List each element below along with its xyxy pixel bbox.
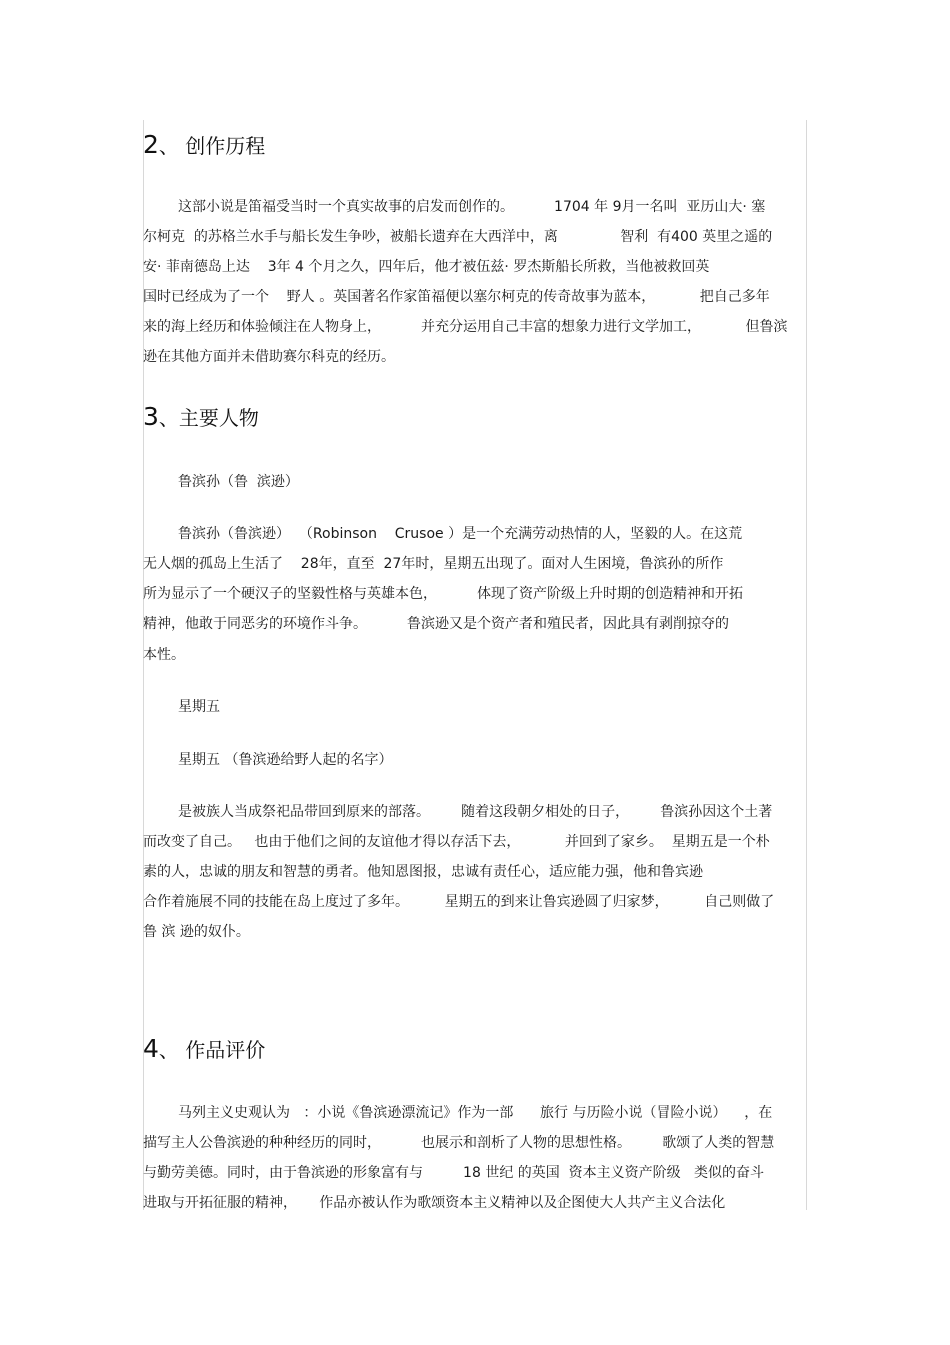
paragraph-line: 素的人，忠诚的朋友和智慧的勇者。他知恩图报，忠诚有责任心，适应能力强，他和鲁宾逊 xyxy=(143,864,703,880)
paragraph-line: 精神，他敢于同恶劣的环境作斗争。 鲁滨逊又是个资产者和殖民者，因此具有剥削掠夺的 xyxy=(143,616,730,632)
paragraph-line: 与勤劳美德。同时，由于鲁滨逊的形象富有与 18 世纪 的英国 资本主义资产阶级 类似的奋斗 xyxy=(143,1165,765,1181)
paragraph-line: 进取与开拓征服的精神， 作品亦被认作为歌颂资本主义精神以及企图使大人共产主义合法化 xyxy=(143,1195,726,1211)
page-right-border xyxy=(806,120,807,1210)
paragraph-line: 而改变了自己。 也由于他们之间的友谊他才得以存活下去， 并回到了家乡。 星期五是一个朴 xyxy=(143,834,770,850)
paragraph-line: 逊在其他方面并未借助赛尔科克的经历。 xyxy=(143,349,395,365)
paragraph-line: 这部小说是笛福受当时一个真实故事的启发而创作的。 1704 年 9月一名叫 亚历山大· 塞 xyxy=(178,199,766,215)
section-title: 作品评价 xyxy=(185,1038,266,1062)
subheading-friday-desc: 星期五 （鲁滨逊给野人起的名字） xyxy=(178,752,393,768)
subheading-friday: 星期五 xyxy=(178,699,220,715)
section-heading-creation: 2、 创作历程 xyxy=(143,130,266,159)
section-title: 主要人物 xyxy=(178,406,259,430)
paragraph-line: 尔柯克 的苏格兰水手与船长发生争吵，被船长遗弃在大西洋中，离 智利 有400 英里之遥的 xyxy=(143,229,773,245)
paragraph-line: 马列主义史观认为 ：小说《鲁滨逊漂流记》作为一部 旅行 与历险小说（冒险小说） ，在 xyxy=(178,1105,773,1121)
section-number: 3 xyxy=(143,402,159,431)
paragraph-line: 来的海上经历和体验倾注在人物身上， 并充分运用自己丰富的想象力进行文学加工， 但鲁滨 xyxy=(143,319,788,335)
paragraph-line: 鲁滨孙（鲁滨逊） （Robinson Crusoe ）是一个充满劳动热情的人，坚毅的人。在这荒 xyxy=(178,526,743,542)
paragraph-line: 描写主人公鲁滨逊的种种经历的同时， 也展示和剖析了人物的思想性格。 歌颂了人类的智慧 xyxy=(143,1135,775,1151)
paragraph-line: 是被族人当成祭祀品带回到原来的部落。 随着这段朝夕相处的日子， 鲁滨孙因这个土著 xyxy=(178,804,773,820)
section-number: 2 xyxy=(143,130,159,159)
paragraph-line: 鲁 滨 逊的奴仆。 xyxy=(143,924,250,940)
section-number: 4 xyxy=(143,1034,159,1063)
paragraph-line: 无人烟的孤岛上生活了 28年，直至 27年时，星期五出现了。面对人生困境，鲁滨孙的所作 xyxy=(143,556,724,572)
subheading-robinson: 鲁滨孙（鲁 滨逊） xyxy=(178,474,299,490)
paragraph-line: 本性。 xyxy=(143,647,185,663)
section-heading-characters: 3、主要人物 xyxy=(143,402,259,431)
paragraph-line: 安· 菲南德岛上达 3年 4 个月之久，四年后，他才被伍兹· 罗杰斯船长所救，当他被救回英 xyxy=(143,259,710,275)
paragraph-line: 国时已经成为了一个 野人 。英国著名作家笛福便以塞尔柯克的传奇故事为蓝本， 把自己多年 xyxy=(143,289,770,305)
paragraph-line: 所为显示了一个硬汉子的坚毅性格与英雄本色， 体现了资产阶级上升时期的创造精神和开拓 xyxy=(143,586,744,602)
section-heading-evaluation: 4、 作品评价 xyxy=(143,1034,266,1063)
section-title: 创作历程 xyxy=(185,134,266,158)
paragraph-line: 合作着施展不同的技能在岛上度过了多年。 星期五的到来让鲁宾逊圆了归家梦， 自己则做了 xyxy=(143,894,775,910)
